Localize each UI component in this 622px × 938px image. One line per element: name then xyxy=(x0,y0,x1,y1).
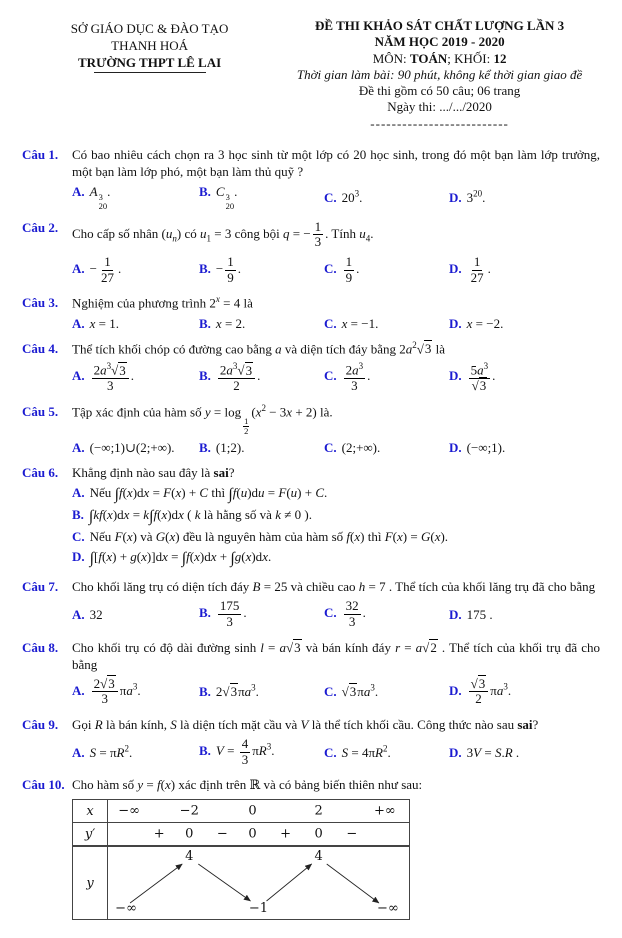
option-content: 3V = S.R . xyxy=(466,744,520,760)
option-content: $\frac{2a^3√3}{2}$ . xyxy=(219,361,261,394)
school-underline xyxy=(94,72,206,73)
option-B xyxy=(199,254,324,286)
option-content: $\frac{√3}{2}$ $\pi a^3$. xyxy=(470,675,512,707)
exam-title: ĐỀ THI KHẢO SÁT CHẤT LƯỢNG LẦN 3 xyxy=(315,18,565,33)
option-content: $\frac{1}{27}$ . xyxy=(470,254,491,285)
option-letter: B. xyxy=(199,684,211,700)
option-letter: D. xyxy=(449,315,462,331)
option-content: $√3\pi a^3$. xyxy=(341,683,379,700)
question-number: Câu 9. xyxy=(22,716,59,732)
x-value: 0 xyxy=(248,803,257,819)
question-text: Khẳng định nào sau đây là sai? xyxy=(72,464,235,480)
option-D xyxy=(449,676,600,708)
option-content: $2√3\pi a^3$. xyxy=(215,683,259,700)
question-list xyxy=(22,146,602,921)
option-letter: D. xyxy=(449,368,462,384)
question-3 xyxy=(22,294,602,332)
school-name: TRƯỜNG THPT LÊ LAI xyxy=(78,55,222,71)
x-value: +∞ xyxy=(374,803,396,819)
question-number: Câu 1. xyxy=(22,146,59,162)
question-6 xyxy=(22,464,602,570)
y-local-max: 4 xyxy=(314,849,323,865)
question-8 xyxy=(22,639,602,708)
option-content: ∫kf(x)dx = k∫f(x)dx ( k là hằng số và k ≠ 0 ). xyxy=(88,507,312,526)
option-D xyxy=(449,439,600,456)
y-row-label: y xyxy=(73,847,108,919)
y-limit-left: −∞ xyxy=(115,901,137,917)
option-letter: D. xyxy=(449,189,462,205)
option-D xyxy=(449,188,600,205)
yprime-sign: − xyxy=(216,826,228,842)
option-D xyxy=(449,744,600,761)
option-A xyxy=(72,439,199,456)
answer-options xyxy=(72,315,600,332)
option-B xyxy=(199,183,324,211)
option-A xyxy=(72,315,199,332)
answer-options xyxy=(72,484,600,567)
question-number: Câu 10. xyxy=(22,777,65,793)
option-C xyxy=(324,315,449,332)
option-B xyxy=(199,598,324,630)
option-C xyxy=(324,683,449,700)
option-letter: C. xyxy=(324,439,337,455)
yprime-sign: + xyxy=(280,826,292,842)
variation-table-yprime-row xyxy=(73,822,409,845)
option-D xyxy=(72,548,600,567)
school-year: NĂM HỌC 2019 - 2020 xyxy=(374,34,505,50)
option-letter: A. xyxy=(72,682,85,698)
option-content: (−∞;1). xyxy=(466,439,506,455)
subject-line: MÔN: TOÁN; KHỐI: 12 xyxy=(372,50,507,66)
yprime-row-label: y′ xyxy=(73,823,108,845)
option-content: x = −2. xyxy=(466,315,504,331)
option-letter: C. xyxy=(324,684,337,700)
question-number: Câu 7. xyxy=(22,579,59,595)
variation-table-y-row xyxy=(73,845,409,919)
option-letter: C. xyxy=(324,368,337,384)
option-letter: D. xyxy=(72,549,85,565)
option-content: $3^{20}$. xyxy=(466,188,486,205)
question-1 xyxy=(22,146,602,211)
option-C xyxy=(324,360,449,394)
answer-options xyxy=(72,254,600,286)
option-C xyxy=(324,743,449,760)
y-limit-right: −∞ xyxy=(377,901,399,917)
issuing-authority-block xyxy=(22,18,277,132)
question-text: Cho khối lăng trụ có diện tích đáy B = 25 và chiều cao h = 7 . Thể tích của khối lăng trụ đã cho bằng xyxy=(72,579,596,595)
option-letter: B. xyxy=(199,261,211,277)
question-9 xyxy=(22,716,602,768)
option-content: Nếu F(x) và G(x) đều là nguyên hàm của hàm số f(x) thì F(x) = G(x). xyxy=(89,529,449,545)
option-letter: D. xyxy=(449,744,462,760)
option-letter: D. xyxy=(449,261,462,277)
option-content: x = 2. xyxy=(215,315,246,331)
answer-options xyxy=(72,676,600,708)
option-content: A 3 20 . xyxy=(89,184,111,211)
question-number: Câu 2. xyxy=(22,219,59,235)
option-letter: C. xyxy=(324,261,337,277)
question-number: Câu 5. xyxy=(22,403,59,419)
option-letter: D. xyxy=(449,606,462,622)
option-letter: B. xyxy=(199,184,211,200)
question-number: Câu 3. xyxy=(22,295,59,311)
option-letter: A. xyxy=(72,485,85,501)
question-text: Cho hàm số y = f(x) xác định trên ℝ và có bảng biến thiên như sau: xyxy=(72,777,423,793)
option-content: $\frac{1}{9}$ . xyxy=(345,254,360,285)
x-row-label: x xyxy=(73,800,108,822)
duration-line: Thời gian làm bài: 90 phút, không kể thời gian giao đề xyxy=(296,66,583,82)
question-text: Thể tích khối chóp có đường cao bằng a và diện tích đáy bằng $2a^2√3$ là xyxy=(72,339,446,357)
option-B xyxy=(199,315,324,332)
option-content: ∫[f(x) + g(x)]dx = ∫f(x)dx + ∫g(x)dx. xyxy=(89,549,272,568)
option-content: $\frac{2a^3}{3}$ . xyxy=(345,361,371,394)
option-letter: C. xyxy=(324,189,337,205)
x-value: −2 xyxy=(179,803,199,819)
option-A xyxy=(72,743,199,760)
question-text: Gọi R là bán kính, S là diện tích mặt cầu và V là thể tích khối cầu. Công thức nào sau sai? xyxy=(72,716,539,732)
yprime-sign: 0 xyxy=(314,826,323,842)
option-content: x = 1. xyxy=(89,315,120,331)
exam-date-line: Ngày thi: .../.../2020 xyxy=(387,99,492,115)
question-4 xyxy=(22,340,602,395)
option-letter: B. xyxy=(199,743,211,759)
option-content: $\frac{2√3}{3}$ $\pi a^3$. xyxy=(93,675,141,707)
option-letter: B. xyxy=(199,368,211,384)
question-2 xyxy=(22,219,602,286)
option-letter: D. xyxy=(449,439,462,455)
option-letter: A. xyxy=(72,368,85,384)
question-text: Cho cấp số nhân $(u_n)$ có $u_1 = 3$ công bội q = − $\frac{1}{3}$ . Tính $u_4$. xyxy=(72,218,374,250)
answer-options xyxy=(72,360,600,394)
x-value: −∞ xyxy=(118,803,140,819)
option-letter: A. xyxy=(72,184,85,200)
option-B xyxy=(199,360,324,394)
option-A xyxy=(72,360,199,394)
option-content: $S = \pi R^2$. xyxy=(89,743,133,760)
yprime-sign: 0 xyxy=(248,826,257,842)
question-number: Câu 4. xyxy=(22,340,59,356)
answer-options xyxy=(72,736,600,768)
yprime-sign: + xyxy=(153,826,165,842)
option-content: $\frac{5a^3}{√3}$ . xyxy=(470,361,496,394)
exam-info-block xyxy=(277,18,602,132)
separator-dashes: -------------------------- xyxy=(370,115,509,131)
question-text: Tập xác định của hàm số y = log $\frac{1}{2}$ $(x^2 - 3x + 2)$ là. xyxy=(72,402,333,436)
option-content: V = $\frac{4}{3}$ $\pi R^3$. xyxy=(215,736,275,767)
question-10 xyxy=(22,776,602,920)
option-content: (2;+∞). xyxy=(341,439,381,455)
option-content: Nếu ∫f(x)dx = F(x) + C thì ∫f(u)du = F(u) + C. xyxy=(89,485,328,504)
exam-header xyxy=(22,18,602,132)
option-D xyxy=(449,254,600,286)
question-number: Câu 6. xyxy=(22,464,59,480)
option-content: 32 xyxy=(89,606,103,622)
option-D xyxy=(449,606,600,623)
yprime-sign: 0 xyxy=(185,826,194,842)
option-content: $\frac{2a^3√3}{3}$ . xyxy=(93,361,135,394)
option-letter: C. xyxy=(324,744,337,760)
option-letter: C. xyxy=(324,605,337,621)
option-A xyxy=(72,606,199,623)
answer-options xyxy=(72,183,600,211)
option-B xyxy=(72,506,600,525)
option-content: $\frac{175}{3}$ . xyxy=(219,598,247,629)
y-local-min: −1 xyxy=(248,901,269,917)
question-text: Có bao nhiêu cách chọn ra 3 học sinh từ một lớp có 20 học sinh, trong đó một bạn làm lớp trưởng, một bạn làm lớp phó, một bạn làm thủ quỹ ? xyxy=(72,146,600,179)
department-line1: SỞ GIÁO DỤC & ĐÀO TẠO xyxy=(70,21,229,36)
option-letter: A. xyxy=(72,606,85,622)
option-C xyxy=(324,188,449,205)
option-content: $20^3$. xyxy=(341,188,363,205)
option-content: x = −1. xyxy=(341,315,379,331)
option-A xyxy=(72,676,199,708)
y-local-max: 4 xyxy=(185,849,194,865)
option-A xyxy=(72,484,600,503)
option-C xyxy=(324,598,449,630)
question-text: Nghiệm của phương trình $2^x = 4$ là xyxy=(72,294,253,311)
option-letter: A. xyxy=(72,261,85,277)
question-number: Câu 8. xyxy=(22,639,59,655)
option-B xyxy=(199,736,324,768)
department-line2: THANH HOÁ xyxy=(111,38,189,54)
question-text: Cho khối trụ có độ dài đường sinh l = a√3 và bán kính đáy r = a√2 . Thể tích của khối trụ đã cho bằng xyxy=(72,639,600,672)
option-letter: B. xyxy=(72,507,84,523)
option-content: (−∞;1)∪(2;+∞). xyxy=(89,439,175,455)
option-content: 175 . xyxy=(466,606,493,622)
pages-line: Đề thi gồm có 50 câu; 06 trang xyxy=(358,83,521,98)
option-letter: D. xyxy=(449,682,462,698)
option-letter: C. xyxy=(324,315,337,331)
option-content: (1;2). xyxy=(215,439,245,455)
option-letter: B. xyxy=(199,439,211,455)
answer-options xyxy=(72,439,600,456)
option-C xyxy=(324,439,449,456)
option-A xyxy=(72,254,199,286)
option-letter: A. xyxy=(72,315,85,331)
option-letter: A. xyxy=(72,439,85,455)
option-letter: C. xyxy=(72,529,85,545)
question-5 xyxy=(22,403,602,456)
option-C xyxy=(324,254,449,286)
answer-options xyxy=(72,598,600,630)
option-letter: B. xyxy=(199,605,211,621)
option-C xyxy=(72,528,600,545)
option-letter: B. xyxy=(199,315,211,331)
variation-table xyxy=(72,799,410,920)
option-content: $S = 4\pi R^2$. xyxy=(341,743,391,760)
option-D xyxy=(449,360,600,394)
option-content: C 3 20 . xyxy=(215,184,238,211)
yprime-sign: − xyxy=(346,826,358,842)
option-content: − $\frac{1}{27}$ . xyxy=(89,254,122,285)
option-B xyxy=(199,683,324,700)
variation-table-x-row xyxy=(73,800,409,822)
option-D xyxy=(449,315,600,332)
option-content: $\frac{32}{3}$ . xyxy=(345,598,366,629)
x-value: 2 xyxy=(314,803,323,819)
option-A xyxy=(72,183,199,211)
question-7 xyxy=(22,578,602,630)
option-B xyxy=(199,439,324,456)
option-letter: A. xyxy=(72,744,85,760)
option-content: − $\frac{1}{9}$ . xyxy=(215,254,242,285)
